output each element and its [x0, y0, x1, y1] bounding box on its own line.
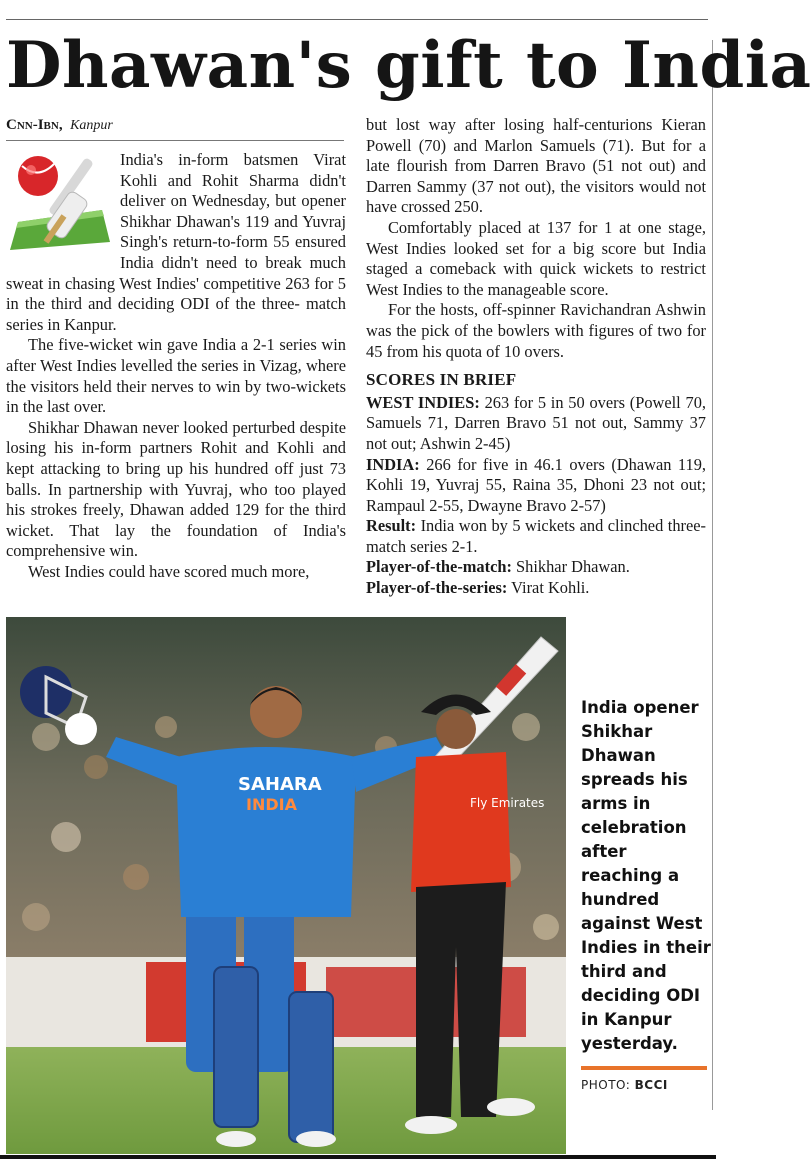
- photo-caption: India opener Shikhar Dhawan spreads his arms in celebration after reaching a hundred against West Indies in their third and deciding ODI in Kanpur yesterday.: [581, 698, 711, 1053]
- byline: [6, 117, 113, 134]
- scores-in-brief: [366, 370, 706, 599]
- shirt-sponsor-text: SAHARA: [238, 774, 322, 795]
- player-of-series: Player-of-the-series: Virat Kohli.: [366, 578, 590, 598]
- photo-credit: [581, 1078, 668, 1092]
- paragraph-6: Comfortably placed at 137 for 1 at one stage, West Indies looked set for a big score but India staged a comeback with quick wickets to restrict West Indies to the manageable score.: [366, 217, 706, 299]
- shirt-country-text: INDIA: [246, 795, 297, 814]
- photo-illustration: [6, 617, 566, 1154]
- byline-place: Kanpur: [70, 118, 113, 133]
- article-column-1: [6, 150, 346, 582]
- paragraph-4: West Indies could have scored much more,: [28, 561, 310, 581]
- byline-agency: Cnn-Ibn,: [6, 117, 63, 133]
- score-west-indies: WEST INDIES: 263 for 5 in 50 overs (Powell 70, Samuels 71, Darren Bravo 51 not out, Sammy 37 not out; Ashwin 2-45): [366, 392, 706, 453]
- score-india: INDIA: 266 for five in 46.1 overs (Dhawan 119, Kohli 19, Yuvraj 55, Raina 35, Dhoni 23 not out; Rampaul 2-55, Dwayne Bravo 2-57): [366, 454, 706, 515]
- article-column-2: [366, 115, 706, 599]
- match-photo: [6, 617, 566, 1154]
- paragraph-1: India's in-form batsmen Virat Kohli and Rohit Sharma didn't deliver on Wednesday, but opener Shikhar Dhawan's 119 and Yuvraj Singh's return-to-form 55 ensured India didn't need to break much sweat in chasing West Indies' competitive 263 for 5 in the third and deciding ODI of the three- match series in Kanpur.: [6, 150, 346, 334]
- paragraph-3: Shikhar Dhawan never looked perturbed despite losing his in-form partners Rohit and Kohli and kept attacking to bring up his hundred off just 73 balls. In partnership with Yuvraj, who too played his strokes freely, Dhawan added 129 for the third wicket. That lay the foundation of India's comprehensive win.: [6, 417, 346, 561]
- caption-accent-rule: [581, 1066, 707, 1070]
- paragraph-5: but lost way after losing half-centurions Kieran Powell (70) and Marlon Samuels (71). But for a late flourish from Darren Bravo (51 not out) and Darren Sammy (37 not out), the visitors would not have crossed 250.: [366, 115, 706, 217]
- credit-source: BCCI: [634, 1078, 668, 1092]
- score-result: Result: India won by 5 wickets and clinched three-match series 2-1.: [366, 516, 706, 556]
- paragraph-2: The five-wicket win gave India a 2-1 series win after West Indies levelled the series in Vizag, where the visitors held their nerves to win by two-wickets in the last over.: [6, 335, 346, 417]
- paragraph-7: For the hosts, off-spinner Ravichandran Ashwin was the pick of the bowlers with figures of two for 45 from his quota of 10 overs.: [366, 300, 706, 361]
- scores-heading: SCORES IN BRIEF: [366, 370, 517, 390]
- credit-label: PHOTO:: [581, 1078, 631, 1092]
- umpire-sponsor-text: Fly Emirates: [470, 796, 545, 810]
- top-rule: [6, 19, 708, 20]
- byline-rule: [6, 140, 344, 141]
- cricket-logo-icon: [6, 150, 114, 253]
- right-rule: [712, 40, 713, 1110]
- player-of-match: Player-of-the-match: Shikhar Dhawan.: [366, 557, 630, 577]
- bottom-rule: [0, 1155, 716, 1159]
- headline: Dhawan's gift to India: [6, 28, 811, 103]
